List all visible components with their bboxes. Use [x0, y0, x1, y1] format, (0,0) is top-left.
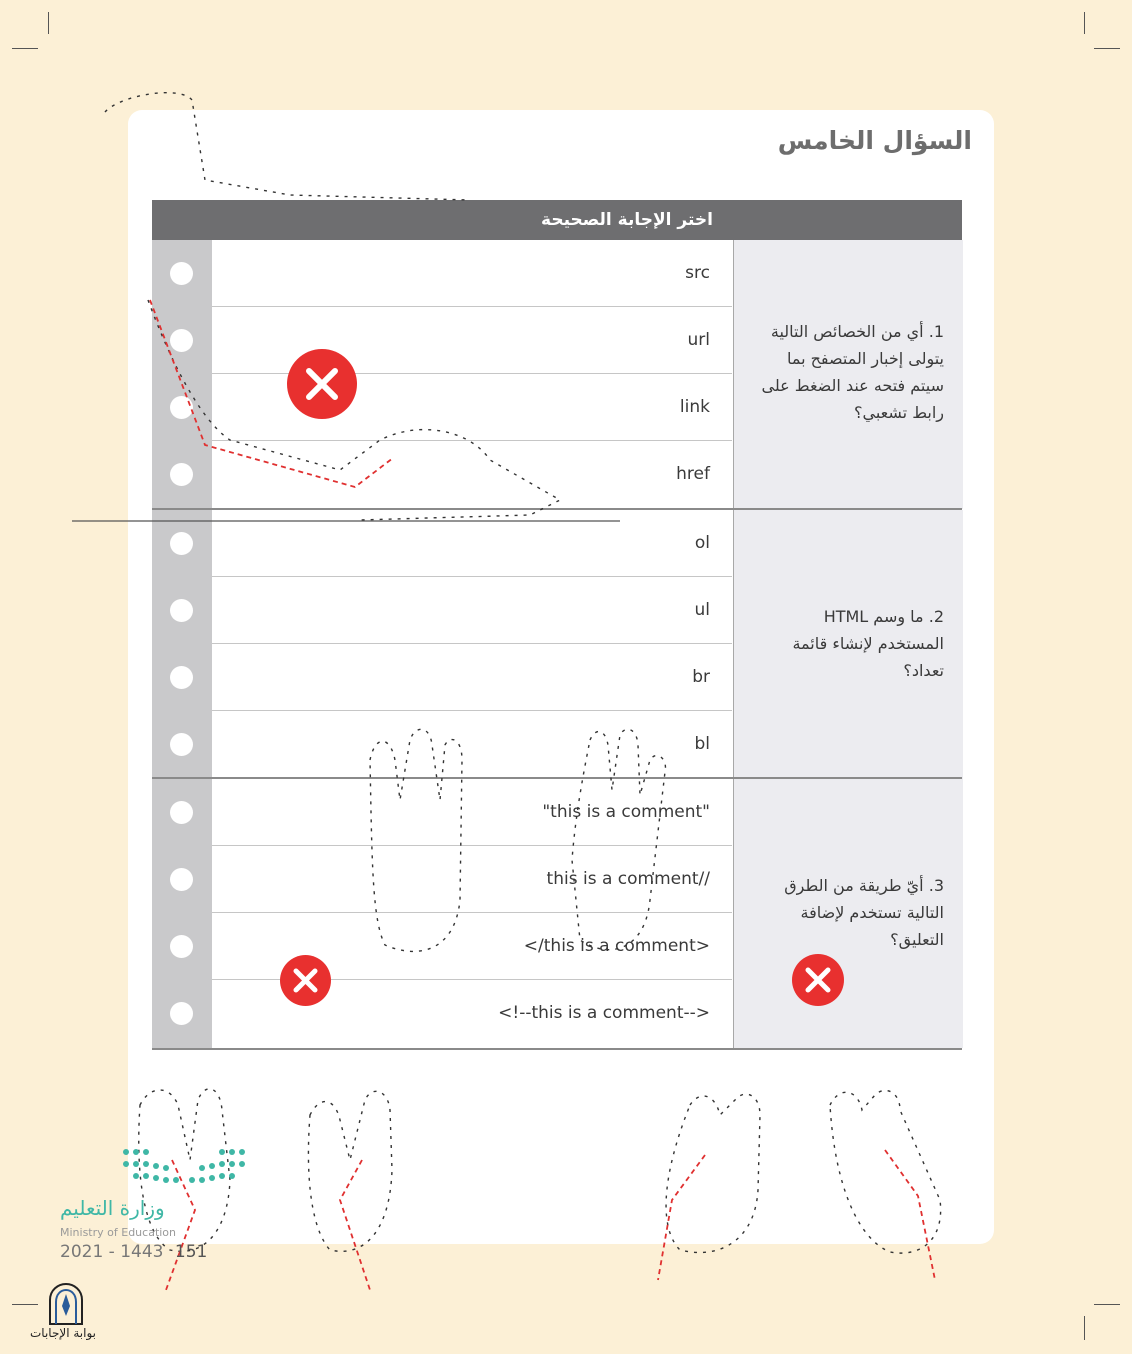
crop-mark — [48, 12, 49, 34]
x-circle-icon — [280, 955, 331, 1006]
radio-button-icon[interactable] — [170, 329, 193, 352]
quiz-header-title: اختر الإجابة الصحيحة — [541, 210, 713, 230]
option-row[interactable] — [152, 846, 732, 913]
radio-button-icon[interactable] — [170, 868, 193, 891]
question-cell — [733, 779, 963, 1048]
question-number: 1. — [928, 322, 944, 341]
crop-mark — [12, 1304, 38, 1305]
ministry-name-english: Ministry of Education — [60, 1226, 177, 1239]
option-label: ol — [694, 533, 710, 553]
question-text — [754, 318, 944, 426]
radio-button-icon[interactable] — [170, 801, 193, 824]
question-label: ما وسم HTML المستخدم لإنشاء قائمة تعداد؟ — [792, 607, 944, 680]
option-row[interactable] — [152, 913, 732, 980]
crop-mark — [12, 48, 38, 49]
crop-mark — [1094, 1304, 1120, 1305]
option-label: bl — [694, 734, 710, 754]
option-label: ul — [694, 600, 710, 620]
option-row[interactable] — [152, 711, 732, 778]
year-label — [60, 1242, 207, 1262]
question-number: 3. — [928, 876, 944, 895]
question-block-2 — [152, 510, 962, 779]
question-block-1 — [152, 240, 962, 509]
option-row[interactable] — [152, 374, 732, 441]
x-circle-icon — [287, 349, 357, 419]
year-range: 2021 - 1443 — [60, 1242, 164, 1262]
option-row[interactable] — [152, 240, 732, 307]
option-label: <!--this is a comment--> — [498, 1003, 710, 1023]
option-label: </this is a comment> — [523, 936, 710, 956]
gate-label: بوابة الإجابات — [30, 1326, 97, 1340]
radio-button-icon[interactable] — [170, 262, 193, 285]
crop-mark — [1084, 1316, 1085, 1340]
question-label: أي من الخصائص التالية يتولى إخبار المتصفح بما سيتم فتحه عند الضغط على رابط تشعبي؟ — [761, 322, 944, 422]
radio-button-icon[interactable] — [170, 396, 193, 419]
option-row[interactable] — [152, 779, 732, 846]
x-circle-icon — [792, 954, 844, 1006]
quiz-header — [152, 200, 962, 240]
gate-logo-icon — [44, 1282, 88, 1326]
option-row[interactable] — [152, 577, 732, 644]
radio-button-icon[interactable] — [170, 1002, 193, 1025]
radio-button-icon[interactable] — [170, 666, 193, 689]
radio-button-icon[interactable] — [170, 463, 193, 486]
option-row[interactable] — [152, 510, 732, 577]
option-row[interactable] — [152, 644, 732, 711]
option-row[interactable] — [152, 980, 732, 1047]
option-label: url — [687, 330, 710, 350]
option-row[interactable] — [152, 441, 732, 508]
page-number: 151 — [174, 1242, 208, 1262]
question-text — [754, 872, 944, 953]
option-label: this is a comment// — [546, 869, 710, 889]
question-text — [754, 603, 944, 684]
option-label: src — [685, 263, 710, 283]
radio-button-icon[interactable] — [170, 599, 193, 622]
question-block-3 — [152, 779, 962, 1048]
ministry-name-arabic: وزارة التعليم — [60, 1196, 165, 1220]
radio-button-icon[interactable] — [170, 935, 193, 958]
question-label: أيّ طريقة من الطرق التالية تستخدم لإضافة التعليق؟ — [784, 876, 944, 949]
option-row[interactable] — [152, 307, 732, 374]
option-label: link — [679, 397, 710, 417]
crop-mark — [1094, 48, 1120, 49]
question-cell — [733, 240, 963, 509]
radio-button-icon[interactable] — [170, 733, 193, 756]
radio-button-icon[interactable] — [170, 532, 193, 555]
option-label: br — [692, 667, 710, 687]
crop-mark — [1084, 12, 1085, 34]
option-label: "this is a comment" — [542, 802, 710, 822]
quiz-table — [152, 200, 962, 1050]
question-number: 2. — [928, 607, 944, 626]
ministry-logo-icon — [122, 1148, 248, 1184]
option-label: href — [676, 464, 710, 484]
question-cell — [733, 510, 963, 779]
question-heading: السؤال الخامس — [777, 126, 972, 155]
